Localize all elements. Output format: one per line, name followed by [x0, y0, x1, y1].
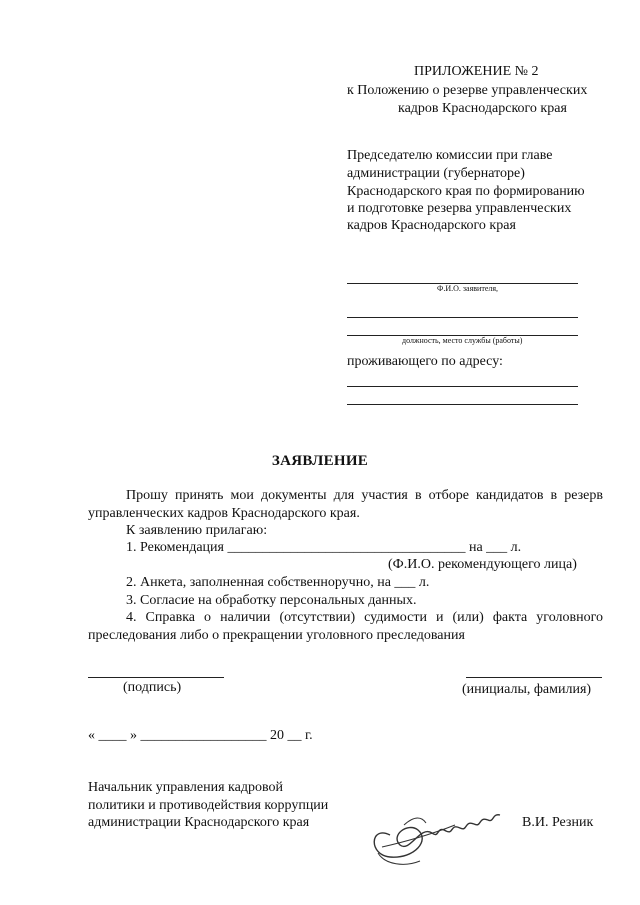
footer-line-2: политики и противодействия коррупции	[88, 798, 329, 813]
addressee-line-1: Председателю комиссии при главе	[347, 148, 553, 163]
statement-heading: ЗАЯВЛЕНИЕ	[271, 453, 369, 469]
para1-line-1: Прошу принять мои документы для участия в отборе кандидатов в резерв	[126, 488, 603, 503]
addressee-line-3: Краснодарского края по формированию	[347, 184, 585, 199]
appendix-title: ПРИЛОЖЕНИЕ № 2	[414, 64, 539, 79]
address-line-1	[347, 386, 578, 387]
attach-item-1-note: (Ф.И.О. рекомендующего лица)	[388, 557, 577, 572]
addressee-line-4: и подготовке резерва управленческих	[347, 201, 572, 216]
initials-line	[466, 677, 602, 678]
attach-item-2: 2. Анкета, заполненная собственноручно, на ___ л.	[126, 575, 430, 590]
signature-line	[88, 677, 224, 678]
signature-label: (подпись)	[123, 680, 182, 695]
date-line: « ____ » __________________ 20 __ г.	[88, 728, 313, 743]
addressee-line-5: кадров Краснодарского края	[347, 218, 516, 233]
footer-signer: В.И. Резник	[522, 815, 594, 830]
fio-label: Ф.И.О. заявителя,	[437, 284, 499, 293]
footer-line-1: Начальник управления кадровой	[88, 780, 283, 795]
addressee-line-2: администрации (губернаторе)	[347, 166, 525, 181]
attach-item-3: 3. Согласие на обработку персональных данных.	[126, 593, 417, 608]
attach-intro: К заявлению прилагаю:	[126, 523, 268, 538]
address-line-2	[347, 404, 578, 405]
position-line-1	[347, 317, 578, 318]
para1-line-2: управленческих кадров Краснодарского края.	[88, 506, 360, 521]
address-label: проживающего по адресу:	[347, 354, 503, 369]
attach-item-1: 1. Рекомендация __________________________________ на ___ л.	[126, 540, 522, 555]
position-label: должность, место службы (работы)	[402, 336, 523, 345]
footer-line-3: администрации Краснодарского края	[88, 815, 310, 830]
initials-label: (инициалы, фамилия)	[462, 682, 592, 697]
handwritten-signature	[360, 795, 510, 870]
appendix-line-1: к Положению о резерве управленческих	[347, 83, 588, 98]
attach-item-4-line-2: преследования либо о прекращении уголовного преследования	[88, 628, 465, 643]
attach-item-4-line-1: 4. Справка о наличии (отсутствии) судимости и (или) факта уголовного	[126, 610, 603, 625]
appendix-line-2: кадров Краснодарского края	[398, 101, 567, 116]
